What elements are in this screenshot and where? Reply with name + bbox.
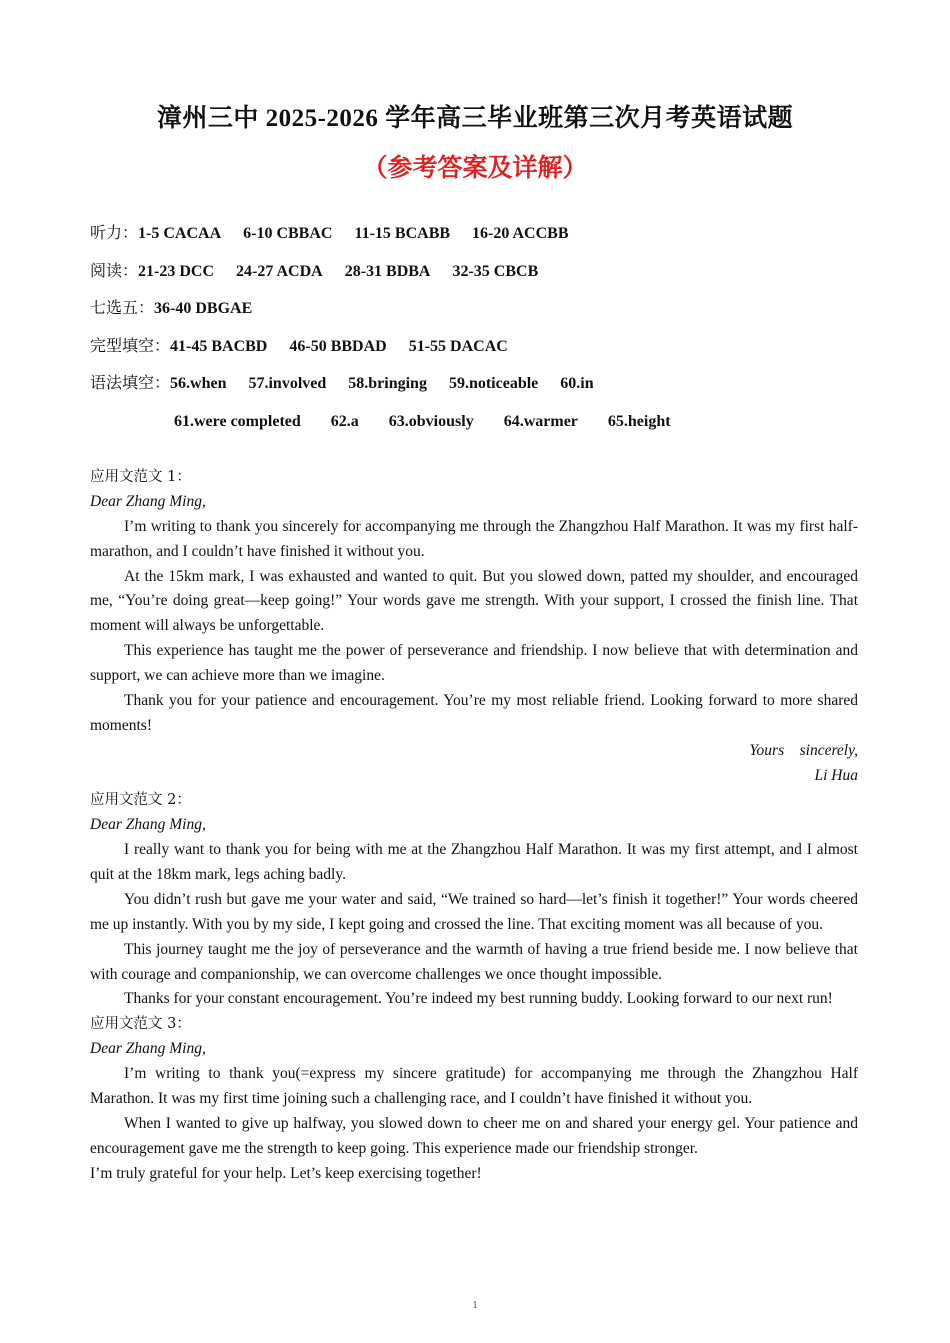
answer-key-row bbox=[90, 298, 701, 336]
essay-paragraph: At the 15km mark, I was exhausted and wanted to quit. But you slowed down, patted my shoulder, and encouraged me, “You’re doing great—keep going!” Your words gave me strength. With your support, I crossed the finish line. That moment will always be unforgettable. bbox=[90, 567, 858, 635]
answer-item: 36-40 DBGAE bbox=[154, 300, 253, 317]
essay-paragraph: This experience has taught me the power of perseverance and friendship. I now believe that with determination and support, we can achieve more than we imagine. bbox=[90, 642, 858, 684]
answer-item: 60.in bbox=[560, 375, 594, 392]
page-number: 1 bbox=[472, 1300, 478, 1311]
answer-section-label: 听力： bbox=[90, 225, 139, 242]
answer-item: 28-31 BDBA bbox=[344, 262, 431, 280]
answer-key-row bbox=[90, 223, 701, 261]
answer-key bbox=[90, 223, 701, 448]
essay-paragraph: I really want to thank you for being with me at the Zhangzhou Half Marathon. It was my first attempt, and I almost quit at the 18km mark, legs aching badly. bbox=[90, 841, 858, 883]
document-subtitle: （参考答案及详解） bbox=[362, 155, 588, 182]
answer-key-row bbox=[90, 373, 701, 411]
essay-greeting: Dear Zhang Ming, bbox=[90, 1040, 206, 1058]
answer-item: 65.height bbox=[607, 412, 671, 430]
essay-paragraph: I’m writing to thank you(=express my sincere gratitude) for accompanying me through the Zhangzhou Half Marathon. It was my first time joining such a challenging race, and I couldn’t have finished it without you. bbox=[90, 1065, 858, 1107]
essay-signature: Li Hua bbox=[814, 766, 858, 784]
answer-item: 61.were completed bbox=[174, 412, 301, 430]
essay-paragraph: I’m truly grateful for your help. Let’s keep exercising together! bbox=[90, 1164, 482, 1182]
answer-key-row bbox=[90, 261, 701, 299]
answer-item: 32-35 CBCB bbox=[452, 262, 539, 280]
answer-key-row bbox=[90, 336, 701, 374]
essay-heading: 应用文范文 1： bbox=[90, 469, 191, 485]
essay-greeting: Dear Zhang Ming, bbox=[90, 816, 206, 834]
answer-item: 64.warmer bbox=[503, 412, 578, 430]
answer-item: 1-5 CACAA bbox=[138, 225, 222, 242]
essay-paragraph: Thanks for your constant encouragement. You’re indeed my best running buddy. Looking forward to our next run! bbox=[124, 990, 833, 1008]
answer-item: 41-45 BACBD bbox=[170, 337, 268, 355]
essay-greeting: Dear Zhang Ming, bbox=[90, 492, 206, 510]
answer-section-label: 完型填空： bbox=[90, 337, 171, 355]
answer-item: 57.involved bbox=[248, 375, 327, 392]
essay-heading: 应用文范文 2： bbox=[90, 792, 191, 809]
answer-item: 6-10 CBBAC bbox=[243, 225, 333, 242]
answer-item: 24-27 ACDA bbox=[236, 262, 323, 280]
answer-section-label: 七选五： bbox=[90, 300, 155, 317]
answer-item: 16-20 ACCBB bbox=[472, 225, 569, 242]
document-title: 漳州三中 2025-2026 学年高三毕业班第三次月考英语试题 bbox=[156, 105, 794, 132]
answer-item: 59.noticeable bbox=[448, 375, 539, 392]
answer-item: 63.obviously bbox=[388, 412, 474, 430]
answer-section-label: 阅读： bbox=[90, 262, 139, 280]
answer-item: 62.a bbox=[330, 412, 359, 430]
model-essays bbox=[90, 465, 858, 1186]
answer-item: 46-50 BBDAD bbox=[289, 337, 387, 355]
answer-item: 51-55 DACAC bbox=[408, 337, 508, 355]
essay-paragraph: Thank you for your patience and encouragement. You’re my most reliable friend. Looking forward to more shared moments! bbox=[90, 691, 858, 734]
answer-section-label: 语法填空： bbox=[90, 375, 171, 392]
answer-item: 11-15 BCABB bbox=[354, 225, 451, 242]
essay-heading: 应用文范文 3： bbox=[90, 1016, 191, 1033]
essay-paragraph: I’m writing to thank you sincerely for accompanying me through the Zhangzhou Half Marathon. It was my first half-marathon, and I couldn’t have finished it without you. bbox=[90, 517, 858, 560]
answer-item: 56.when bbox=[170, 375, 227, 392]
answer-item: 21-23 DCC bbox=[138, 262, 215, 280]
essay-closing: Yours sincerely, bbox=[749, 741, 858, 759]
answer-item: 58.bringing bbox=[348, 375, 427, 392]
essay-paragraph: This journey taught me the joy of perseverance and the warmth of having a true friend beside me. I now believe that with courage and companionship, we can overcome challenges we once thought impossible. bbox=[90, 940, 858, 983]
essay-paragraph: You didn’t rush but gave me your water and said, “We trained so hard—let’s finish it together!” Your words cheered me up instantly. With you by my side, I kept going and crossed the line. That exciting moment was all because of you. bbox=[90, 890, 858, 933]
answer-key-row bbox=[90, 411, 701, 449]
essay-paragraph: When I wanted to give up halfway, you slowed down to cheer me on and shared your energy gel. Your patience and encouragement gave me the strength to keep going. This experience made our friendship stronger. bbox=[90, 1114, 858, 1157]
